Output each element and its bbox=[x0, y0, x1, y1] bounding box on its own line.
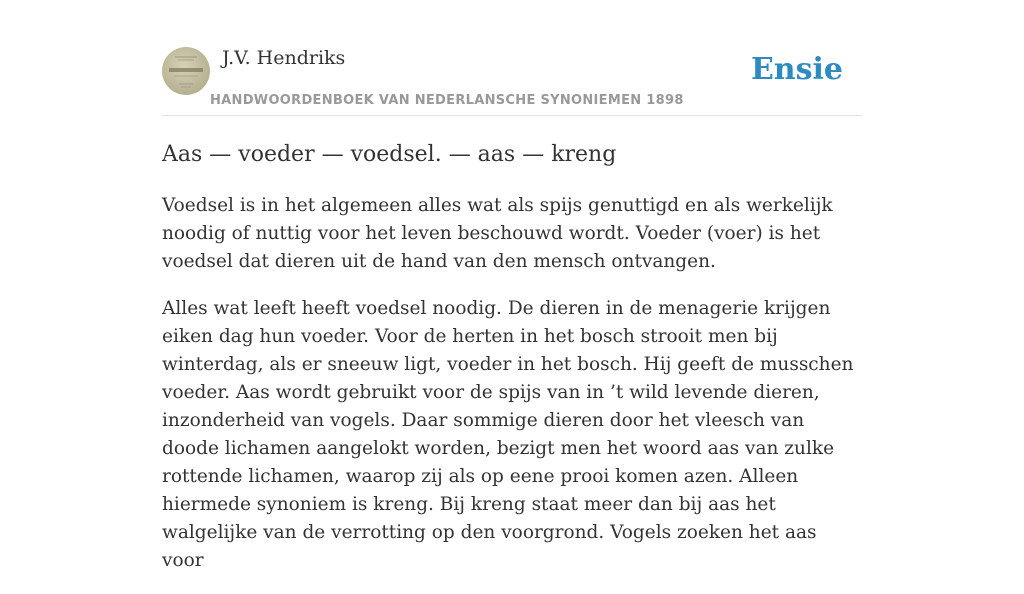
paragraph: Alles wat leeft heeft voedsel noodig. De dieren in de menagerie krijgen eiken dag hun voeder. Voor de herten in het bosch strooit men bij winterdag, als er sneeuw ligt, voeder in het bosch. Hij geeft de musschen voeder. Aas wordt gebruikt voor de spijs van in ’t wild levende dieren, inzonderheid van vogels. Daar sommige dieren door het vleesch van doode lichamen aangelokt worden, bezigt men het woord aas van zulke rottende lichamen, waarop zij als op eene prooi komen azen. Alleen hiermede synoniem is kreng. Bij kreng staat meer dan bij aas het walgelijke van de verrotting op den voorgrond. Vogels zoeken het aas voor bbox=[162, 298, 854, 571]
article-title: Aas — voeder — voedsel. — aas — kreng bbox=[162, 142, 617, 167]
article-body bbox=[162, 192, 862, 594]
book-cover-icon bbox=[162, 47, 210, 95]
author-name[interactable]: J.V. Hendriks bbox=[222, 47, 346, 69]
content-column bbox=[162, 0, 862, 571]
brand-logo[interactable]: Ensie bbox=[750, 52, 843, 87]
paragraph: Voedsel is in het algemeen alles wat als spijs genuttigd en als werkelijk noodig of nuttig voor het leven beschouwd wordt. Voeder (voer) is het voedsel dat dieren uit de hand van den mensch ontvangen. bbox=[162, 195, 833, 272]
source-title[interactable]: HANDWOORDENBOEK VAN NEDERLANSCHE SYNONIEMEN 1898 bbox=[210, 93, 684, 108]
avatar[interactable] bbox=[162, 47, 210, 95]
header bbox=[162, 0, 862, 116]
